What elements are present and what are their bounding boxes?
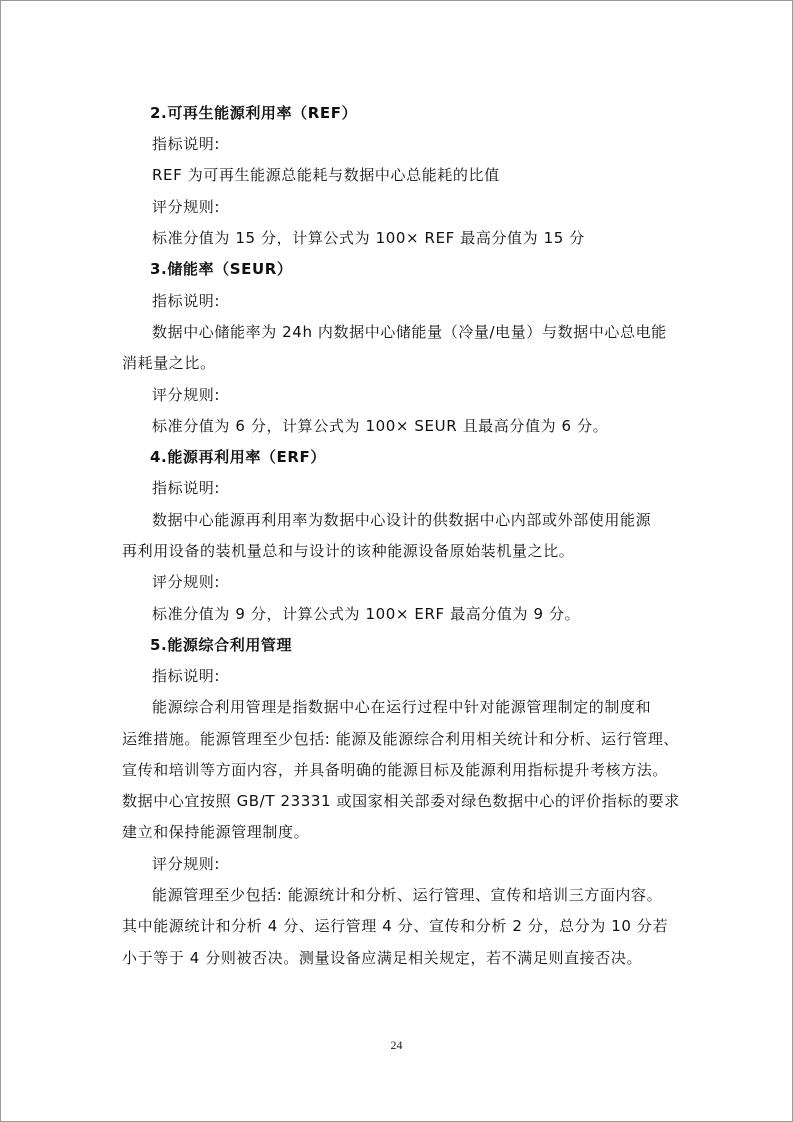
rule-text-line: 标准分值为 6 分，计算公式为 100× SEUR 且最高分值为 6 分。 [152, 417, 609, 435]
indicator-text-line: 数据中心能源再利用率为数据中心设计的供数据中心内部或外部使用能源 [152, 511, 652, 529]
indicator-text-line: 建立和保持能源管理制度。 [122, 823, 310, 841]
rule-text-line: 标准分值为 9 分，计算公式为 100× ERF 最高分值为 9 分。 [152, 605, 581, 623]
indicator-text-line: 再利用设备的装机量总和与设计的该种能源设备原始装机量之比。 [122, 542, 575, 560]
indicator-label: 指标说明: [152, 667, 221, 685]
indicator-text-line: 数据中心宜按照 GB/T 23331 或国家相关部委对绿色数据中心的评价指标的要求 [122, 792, 680, 810]
indicator-text-line: 消耗量之比。 [122, 354, 216, 372]
rule-text-line: 其中能源统计和分析 4 分、运行管理 4 分、宣传和分析 2 分，总分为 10 分若 [122, 917, 669, 935]
indicator-text-line: REF 为可再生能源总能耗与数据中心总能耗的比值 [152, 166, 500, 184]
indicator-text-line: 宣传和培训等方面内容，并具备明确的能源目标及能源利用指标提升考核方法。 [122, 761, 669, 779]
page-number: 24 [390, 1038, 403, 1052]
rule-label: 评分规则: [152, 573, 221, 591]
section-heading-energy-management: 5.能源综合利用管理 [150, 636, 293, 654]
section-heading-erf: 4.能源再利用率（ERF） [150, 448, 326, 466]
rule-label: 评分规则: [152, 855, 221, 873]
rule-text-line: 标准分值为 15 分，计算公式为 100× REF 最高分值为 15 分 [152, 229, 585, 247]
indicator-text-line: 运维措施。能源管理至少包括: 能源及能源综合利用相关统计和分析、运行管理、 [122, 730, 680, 748]
indicator-label: 指标说明: [152, 479, 221, 497]
section-heading-ref: 2.可再生能源利用率（REF） [150, 104, 358, 122]
section-heading-seur: 3.储能率（SEUR） [150, 260, 293, 278]
rule-text-line: 小于等于 4 分则被否决。测量设备应满足相关规定，若不满足则直接否决。 [122, 949, 643, 967]
indicator-label: 指标说明: [152, 135, 221, 153]
indicator-label: 指标说明: [152, 292, 221, 310]
rule-label: 评分规则: [152, 198, 221, 216]
rule-label: 评分规则: [152, 386, 221, 404]
rule-text-line: 能源管理至少包括: 能源统计和分析、运行管理、宣传和培训三方面内容。 [152, 886, 663, 904]
indicator-text-line: 能源综合利用管理是指数据中心在运行过程中针对能源管理制定的制度和 [152, 698, 652, 716]
indicator-text-line: 数据中心储能率为 24h 内数据中心储能量（冷量/电量）与数据中心总电能 [152, 323, 667, 341]
